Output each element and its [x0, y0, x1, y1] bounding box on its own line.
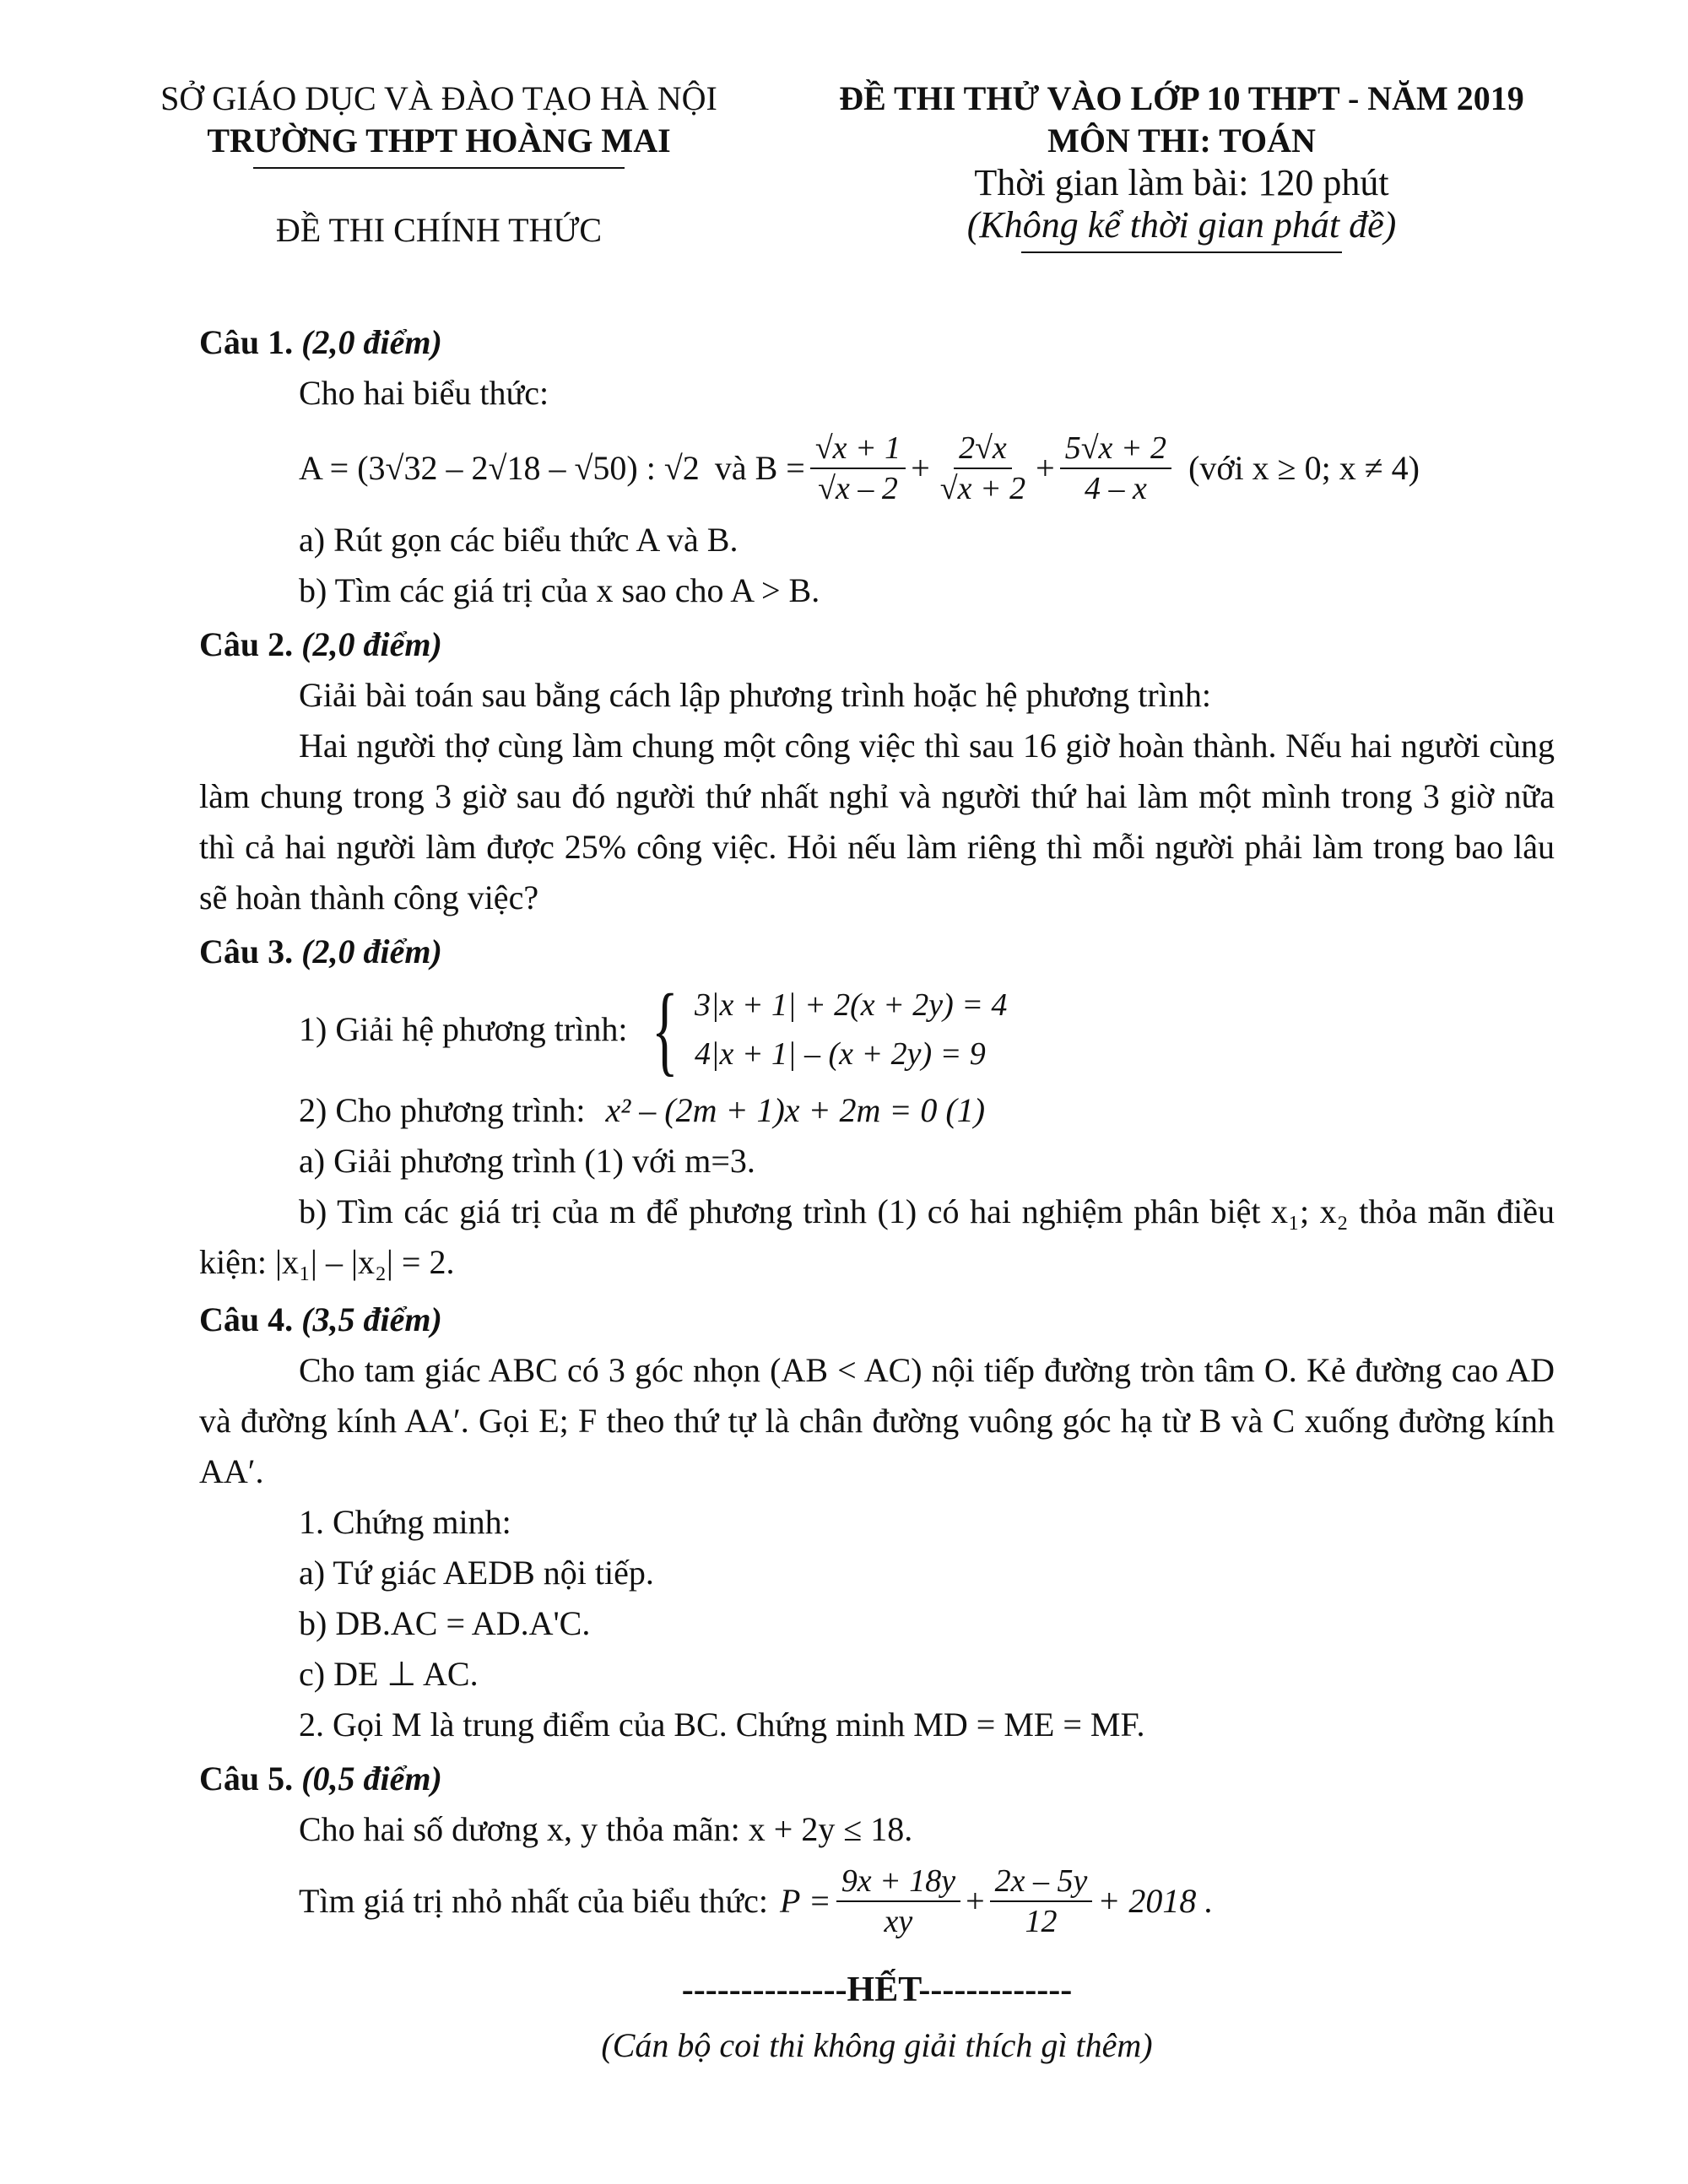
question-4-part-1: 1. Chứng minh:	[299, 1503, 511, 1541]
b-fraction-2	[935, 429, 1031, 508]
question-2-heading	[199, 619, 1555, 670]
official-exam-label: ĐỀ THI CHÍNH THỨC	[275, 211, 603, 249]
question-4-part-2: 2. Gọi M là trung điểm của BC. Chứng minh MD = ME = MF.	[299, 1706, 1145, 1743]
question-1-expressions	[199, 429, 1555, 508]
p-tail: + 2018 .	[1097, 1882, 1214, 1920]
question-2-body: Hai người thợ cùng làm chung một công việc thì sau 16 giờ hoàn thành. Nếu hai người cùng làm chung trong 3 giờ sau đó người thứ nhất nghỉ và người thứ hai làm một mình trong 3 giờ nữa thì cả hai người làm được 25% công việc. Hỏi nếu làm riêng thì mỗi người phải làm trong bao lâu sẽ hoàn thành công việc?	[199, 727, 1555, 916]
question-3-part-2b: b) Tìm các giá trị của m để phương trình (1) có hai nghiệm phân biệt x₁; x₂ thỏa mãn điều kiện: |x₁| – |x₂| = 2.	[199, 1192, 1555, 1281]
p-fraction-1	[836, 1862, 960, 1941]
end-marker: --------------HẾT-------------	[681, 1970, 1073, 2009]
question-4-part-1a: a) Tứ giác AEDB nội tiếp.	[299, 1554, 654, 1592]
and-b-label: và B =	[714, 449, 805, 487]
subject: MÔN THI: TOÁN	[1047, 122, 1316, 159]
min-value-label: Tìm giá trị nhỏ nhất của biểu thức:	[299, 1882, 768, 1920]
expression-a: A = (3√32 – 2√18 – √50) : √2	[299, 449, 700, 487]
p-frac2-numerator: 2x – 5y	[990, 1862, 1093, 1902]
p-lhs: P =	[779, 1882, 831, 1920]
proctor-note: (Cán bộ coi thi không giải thích gì thêm)	[601, 2026, 1153, 2064]
left-brace: {	[652, 973, 679, 1085]
plus-sign: +	[911, 449, 930, 487]
equation-system	[641, 973, 1008, 1085]
b-condition: (với x ≥ 0; x ≠ 4)	[1188, 449, 1420, 487]
question-3-points: (2,0 điểm)	[301, 933, 442, 970]
question-3-heading	[199, 927, 1555, 977]
p-frac2-denominator: 12	[1025, 1904, 1058, 1939]
question-4-part-1c: c) DE ⊥ AC.	[299, 1655, 479, 1693]
department-name: SỞ GIÁO DỤC VÀ ĐÀO TẠO HÀ NỘI	[160, 79, 717, 117]
question-3-part-2a: a) Giải phương trình (1) với m=3.	[299, 1142, 755, 1180]
b-fraction-3	[1060, 429, 1171, 508]
question-3-title: Câu 3.	[199, 933, 294, 970]
system-equation-2: 4|x + 1| – (x + 2y) = 9	[695, 1036, 986, 1072]
b-frac1-denominator: √x – 2	[818, 471, 898, 506]
p-frac1-numerator: 9x + 18y	[836, 1862, 960, 1902]
header-right-rule	[1021, 251, 1342, 253]
question-2-points: (2,0 điểm)	[301, 625, 442, 663]
b-frac3-numerator: 5√x + 2	[1060, 429, 1171, 469]
system-label: 1) Giải hệ phương trình:	[299, 1010, 628, 1048]
question-1-intro: Cho hai biểu thức:	[299, 374, 549, 412]
question-4-points: (3,5 điểm)	[301, 1300, 442, 1338]
system-equation-1: 3|x + 1| + 2(x + 2y) = 4	[695, 987, 1008, 1023]
exam-content	[199, 314, 1555, 2071]
header-right	[760, 78, 1604, 253]
header-left-rule	[253, 167, 625, 169]
question-1-heading	[199, 317, 1555, 368]
question-4-title: Câu 4.	[199, 1300, 294, 1338]
plus-sign: +	[1036, 449, 1055, 487]
question-3-part-1	[199, 973, 1555, 1085]
p-fraction-2	[990, 1862, 1093, 1941]
duration: Thời gian làm bài: 120 phút	[974, 162, 1389, 203]
system-lines	[695, 981, 1007, 1078]
question-1-points: (2,0 điểm)	[301, 323, 442, 361]
exam-title: ĐỀ THI THỬ VÀO LỚP 10 THPT - NĂM 2019	[839, 79, 1524, 117]
quadratic-equation: x² – (2m + 1)x + 2m = 0 (1)	[605, 1091, 986, 1129]
duration-note: (Không kể thời gian phát đề)	[966, 204, 1397, 246]
question-4-part-1b: b) DB.AC = AD.A'C.	[299, 1604, 591, 1642]
question-4-body: Cho tam giác ABC có 3 góc nhọn (AB < AC) nội tiếp đường tròn tâm O. Kẻ đường cao AD và đường kính AA′. Gọi E; F theo thứ tự là chân đường vuông góc hạ từ B và C xuống đường kính AA′.	[199, 1351, 1555, 1490]
question-3-part-2	[199, 1085, 1555, 1136]
question-1-title: Câu 1.	[199, 323, 294, 361]
b-frac2-denominator: √x + 2	[939, 471, 1026, 506]
school-name: TRƯỜNG THPT HOÀNG MAI	[207, 122, 671, 159]
question-1-part-b: b) Tìm các giá trị của x sao cho A > B.	[299, 571, 820, 609]
question-5-line-1: Cho hai số dương x, y thỏa mãn: x + 2y ≤ 18.	[299, 1810, 913, 1848]
question-1-part-a: a) Rút gọn các biểu thức A và B.	[299, 521, 738, 559]
question-5-heading	[199, 1754, 1555, 1804]
question-5-title: Câu 5.	[199, 1760, 294, 1797]
header-left	[118, 78, 760, 251]
p-frac1-denominator: xy	[884, 1904, 913, 1939]
question-5-points: (0,5 điểm)	[301, 1760, 442, 1797]
b-frac3-denominator: 4 – x	[1084, 471, 1147, 506]
question-2-title: Câu 2.	[199, 625, 294, 663]
b-frac2-numerator: 2√x	[954, 429, 1012, 469]
b-fraction-1	[810, 429, 906, 508]
question-5-line-2	[199, 1862, 1555, 1941]
question-2-intro: Giải bài toán sau bằng cách lập phương trình hoặc hệ phương trình:	[299, 676, 1211, 714]
question-4-heading	[199, 1295, 1555, 1345]
equation-label: 2) Cho phương trình:	[299, 1091, 586, 1129]
plus-sign: +	[966, 1882, 985, 1920]
b-frac1-numerator: √x + 1	[810, 429, 906, 469]
